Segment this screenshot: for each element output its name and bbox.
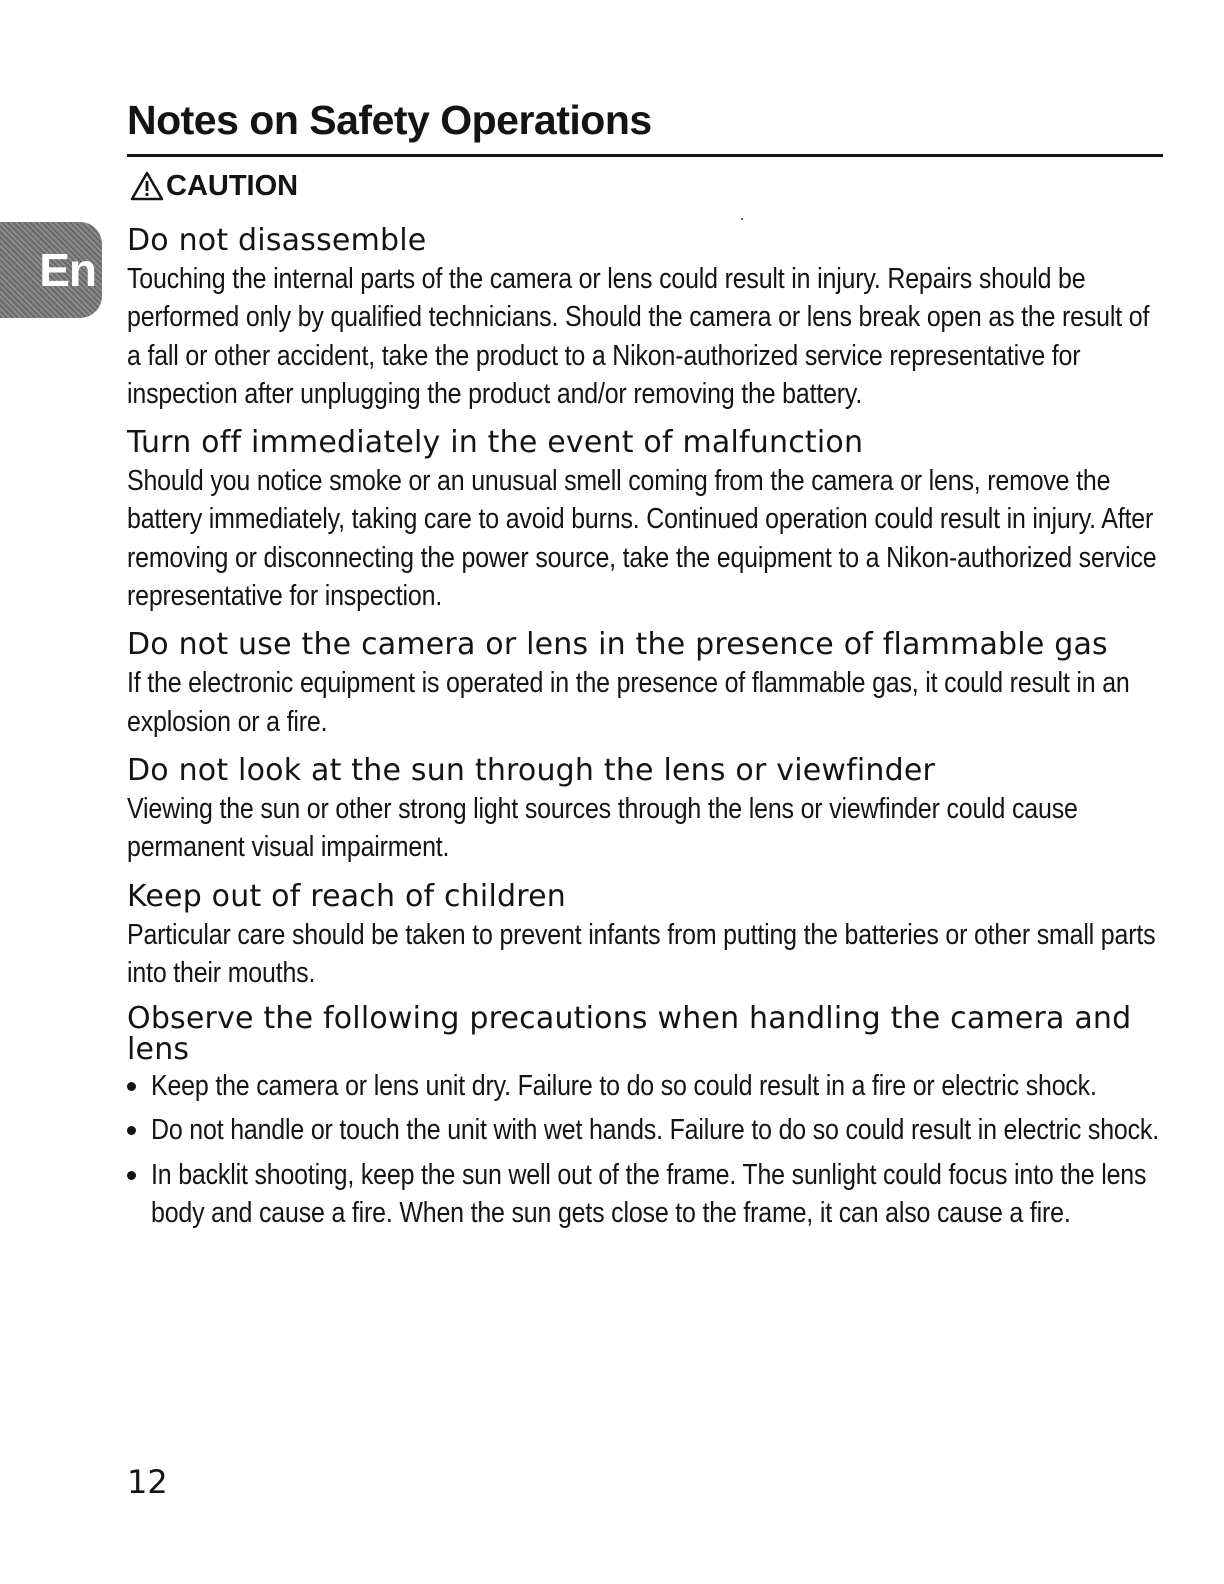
list-item bbox=[127, 1067, 1167, 1105]
scan-speck bbox=[741, 218, 743, 220]
list-item bbox=[127, 1156, 1167, 1233]
section-body: Should you notice smoke or an unusual smell coming from the camera or lens, remove the battery immediately, taking care to avoid burns. Continued operation could result in injury. After removing or disconnecting the power source, take the equipment to a Nikon-authorized service representative for inspection. bbox=[127, 465, 1157, 613]
warning-triangle-icon bbox=[130, 171, 164, 201]
language-tab bbox=[0, 222, 102, 318]
page-number: 12 bbox=[127, 1463, 168, 1501]
bullet-icon bbox=[127, 1171, 136, 1180]
section-disassemble bbox=[127, 222, 1167, 413]
safety-content bbox=[127, 222, 1167, 1243]
section-flammable-gas bbox=[127, 626, 1167, 741]
section-children bbox=[127, 878, 1167, 993]
caution-heading bbox=[130, 168, 298, 204]
section-heading: Do not use the camera or lens in the presence of flammable gas bbox=[127, 627, 1108, 663]
section-heading: Do not look at the sun through the lens or viewfinder bbox=[127, 752, 936, 788]
caution-label: CAUTION bbox=[166, 170, 299, 202]
bullet-icon bbox=[127, 1082, 136, 1091]
section-heading: Turn off immediately in the event of malfunction bbox=[127, 425, 864, 461]
section-heading: Do not disassemble bbox=[127, 223, 427, 258]
section-body: Touching the internal parts of the camera or lens could result in injury. Repairs should be performed only by qualified technicians. Should the camera or lens break open as the result of a fall or other accident, take the product to a Nikon-authorized service representative for inspection after unplugging the product and/or removing the battery. bbox=[127, 263, 1150, 410]
list-item-text: In backlit shooting, keep the sun well out of the frame. The sunlight could focus into the lens body and cause a fire. When the sun gets close to the frame, it can also cause a fire. bbox=[151, 1158, 1147, 1230]
section-body: Viewing the sun or other strong light sources through the lens or viewfinder could cause permanent visual impairment. bbox=[127, 792, 1078, 864]
list-item-text: Keep the camera or lens unit dry. Failure to do so could result in a fire or electric shock. bbox=[151, 1070, 1097, 1103]
title-rule bbox=[127, 154, 1163, 157]
list-item-text: Do not handle or touch the unit with wet hands. Failure to do so could result in electric shock. bbox=[151, 1114, 1159, 1147]
language-tab-label: En bbox=[39, 244, 96, 296]
section-heading: Keep out of reach of children bbox=[127, 878, 566, 914]
bullet-icon bbox=[127, 1126, 136, 1135]
section-handling-precautions bbox=[127, 1003, 1167, 1232]
section-body: Particular care should be taken to prevent infants from putting the batteries or other small parts into their mouths. bbox=[127, 918, 1156, 989]
section-sun bbox=[127, 752, 1167, 867]
section-body: If the electronic equipment is operated in the presence of flammable gas, it could result in an explosion or a fire. bbox=[127, 667, 1130, 738]
section-malfunction bbox=[127, 424, 1167, 615]
list-item bbox=[127, 1111, 1167, 1149]
page-title: Notes on Safety Operations bbox=[127, 97, 652, 143]
precautions-list bbox=[127, 1067, 1167, 1232]
section-heading: Observe the following precautions when handling the camera and lens bbox=[127, 1001, 1132, 1068]
